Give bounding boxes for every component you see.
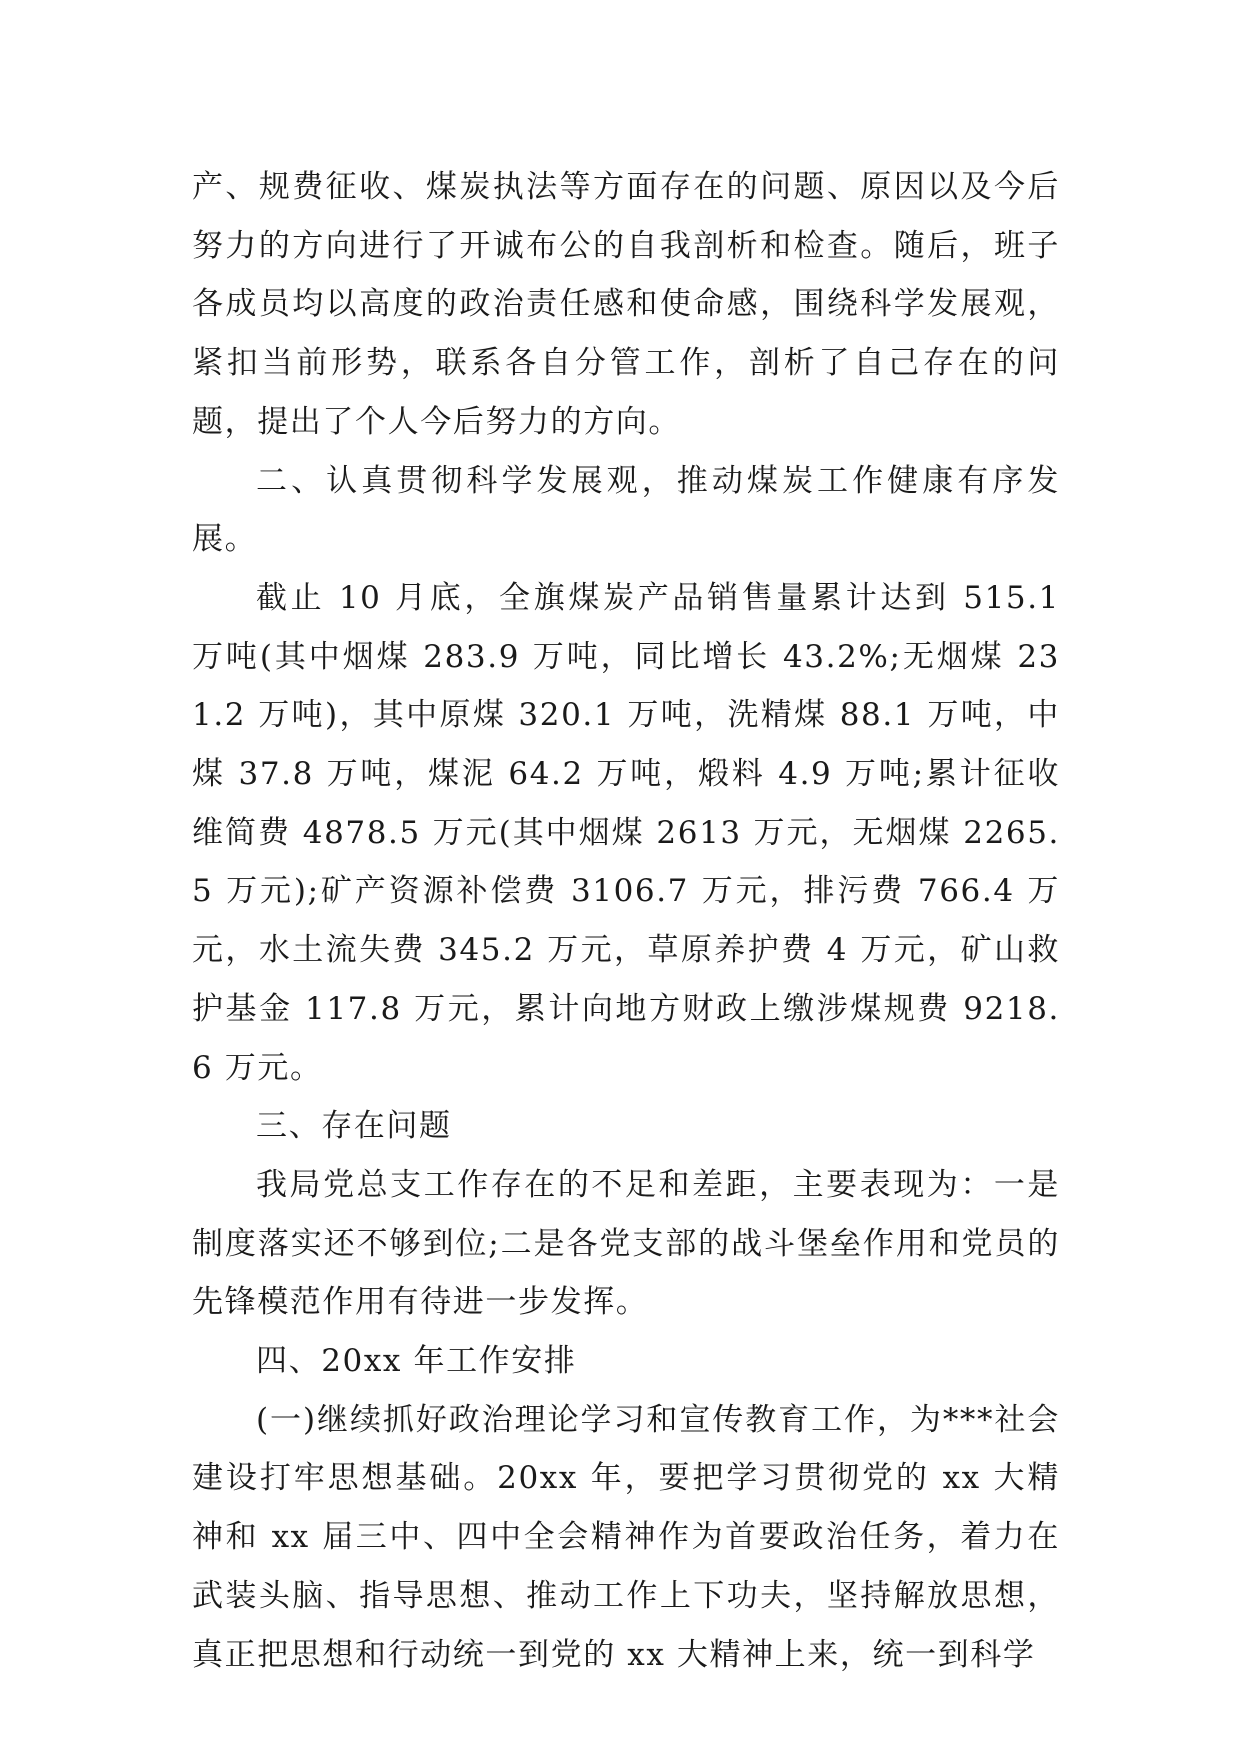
- paragraph-work-plan-1: (一)继续抓好政治理论学习和宣传教育工作，为***社会建设打牢思想基础。20xx 年，要把学习贯彻党的 xx 大精神和 xx 届三中、四中全会精神作为首要政治任务，着力在武装头脑、指导思想、推动工作上下功夫，坚持解放思想，真正把思想和行动统一到党的 xx 大精神上来，统一到科学: [192, 1401, 1060, 1673]
- document-body: [192, 158, 1060, 1684]
- paragraph-coal-statistics: 截止 10 月底，全旗煤炭产品销售量累计达到 515.1 万吨(其中烟煤 283.9 万吨，同比增长 43.2%;无烟煤 231.2 万吨)，其中原煤 320.1 万吨，洗精煤 88.1 万吨，中煤 37.8 万吨，煤泥 64.2 万吨，煅料 4.9 万吨;累计征收维简费 4878.5 万元(其中烟煤 2613 万元，无烟煤 2265.5 万元);矿产资源补偿费 3106.7 万元，排污费 766.4 万元，水土流失费 345.2 万元，草原养护费 4 万元，矿山救护基金 117.8 万元，累计向地方财政上缴涉煤规费 9218.6 万元。: [192, 579, 1060, 1086]
- section-heading-2: 二、认真贯彻科学发展观，推动煤炭工作健康有序发展。: [192, 462, 1060, 558]
- paragraph-problems: 我局党总支工作存在的不足和差距，主要表现为：一是制度落实还不够到位;二是各党支部的战斗堡垒作用和党员的先锋模范作用有待进一步发挥。: [192, 1166, 1060, 1321]
- paragraph-analysis-continuation: 产、规费征收、煤炭执法等方面存在的问题、原因以及今后努力的方向进行了开诚布公的自我剖析和检查。随后，班子各成员均以高度的政治责任感和使命感，围绕科学发展观，紧扣当前形势，联系各自分管工作，剖析了自己存在的问题，提出了个人今后努力的方向。: [192, 169, 1060, 440]
- section-heading-3: 三、存在问题: [256, 1108, 452, 1145]
- section-heading-4: 四、20xx 年工作安排: [256, 1343, 577, 1380]
